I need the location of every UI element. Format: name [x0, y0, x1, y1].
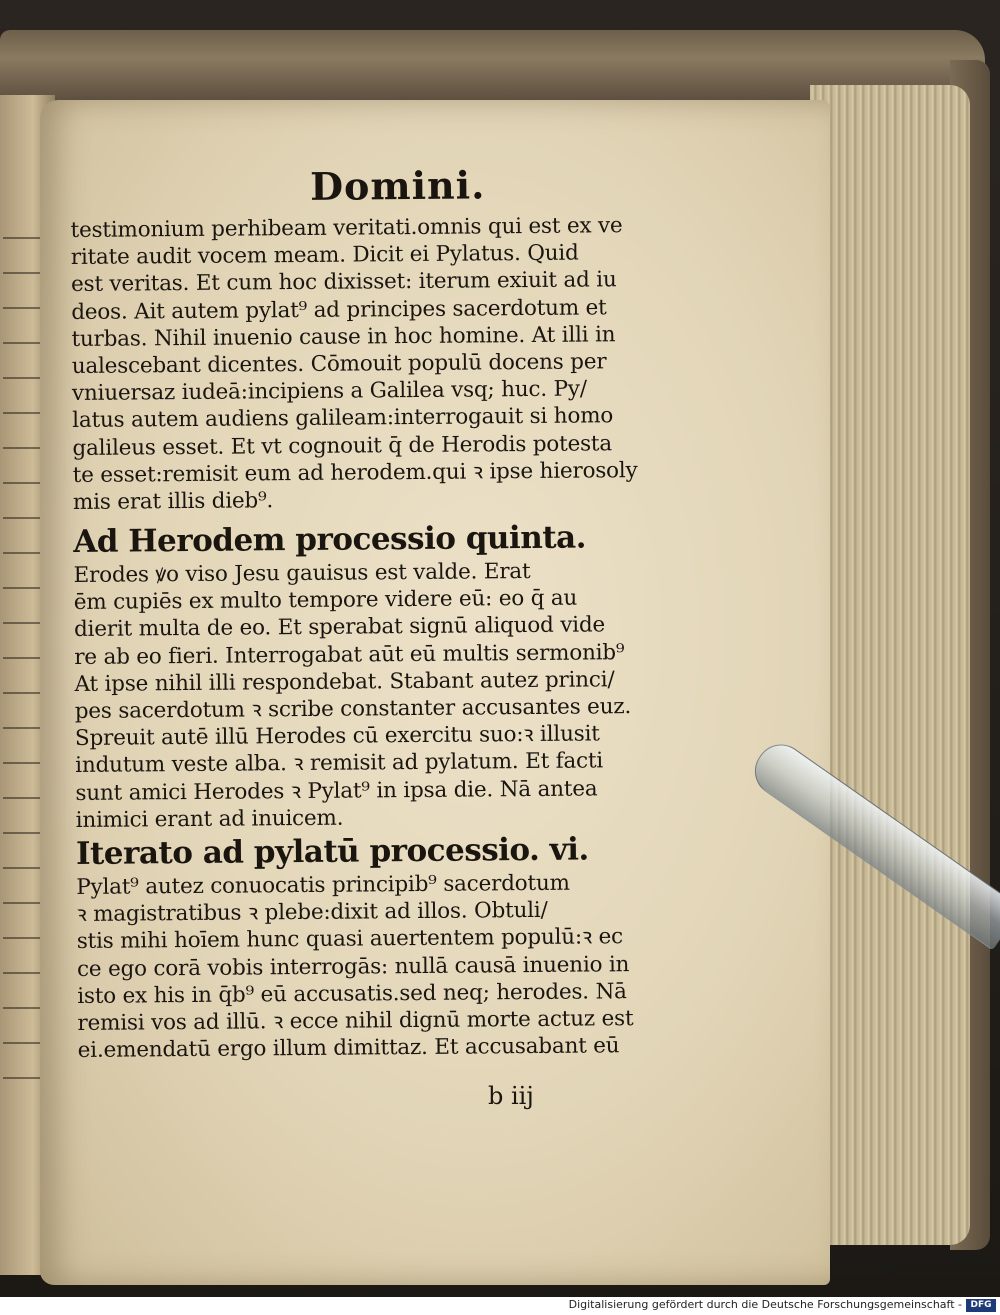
text-line: At ipse nihil illi respondebat. Stabant autez princi/ [74, 667, 615, 697]
text-line: turbas. Nihil inuenio cause in hoc homine. At illi in [71, 321, 616, 352]
text-line: ꝛ magistratibus ꝛ plebe:dixit ad illos. Obtuli/ [76, 897, 548, 928]
signature-mark: b iij [488, 1082, 534, 1110]
text-line: Spreuit autē illū Herodes cū exercitu suo:ꝛ illusit [74, 721, 600, 752]
text-line: remisi vos ad illū. ꝛ ecce nihil dignū morte actuz est [77, 1005, 634, 1036]
text-line: mis erat illis dieb⁹. [72, 488, 274, 515]
text-line: isto ex his in q̄b⁹ eū accusatis.sed neq; herodes. Nā [77, 978, 627, 1009]
text-line: ualescebant dicentes. Cōmouit populū docens per [71, 349, 607, 379]
text-line: pes sacerdotum ꝛ scribe constanter accusantes euz. [74, 694, 632, 724]
text-line: galileus esset. Et vt cognouit q̄ de Herodis potesta [72, 430, 613, 461]
running-head: Domini. [309, 162, 486, 209]
text-line: te esset:remisit eum ad herodem.qui ꝛ ipse hierosoly [72, 457, 638, 488]
page-fore-edge [810, 85, 970, 1245]
text-line: latus autem audiens galileam:interrogauit si homo [72, 403, 614, 434]
section-heading: Iterato ad pylatū processio. vi. [75, 831, 589, 872]
footer-bar [0, 1297, 1000, 1315]
text-line: est veritas. Et cum hoc dixisset: iterum exiuit ad iu [70, 267, 617, 298]
text-line: ce ego corā vobis interrogās: nullā causā inuenio in [76, 951, 630, 982]
dfg-logo-icon: DFG [966, 1299, 996, 1312]
text-line: Erodes ꝟo viso Jesu gauisus est valde. Erat [73, 559, 531, 589]
text-line: re ab eo fieri. Interrogabat aūt eū multis sermonib⁹ [74, 639, 625, 670]
text-line: ei.emendatū ergo illum dimittaz. Et accusabant eū [77, 1033, 620, 1064]
page-text-block [70, 160, 653, 1064]
text-line: Pylat⁹ autez conuocatis principib⁹ sacerdotum [76, 870, 570, 900]
text-line: inimici erant ad inuicem. [75, 805, 344, 833]
text-line: deos. Ait autem pylat⁹ ad principes sacerdotum et [71, 294, 607, 325]
text-line: vniuersaz iudeā:incipiens a Galilea vsq; huc. Py/ [71, 376, 587, 407]
text-line: testimonium perhibeam veritati.omnis qui est ex ve [70, 213, 623, 243]
text-line: ēm cupiēs ex multo tempore videre eū: eo q̄ au [73, 585, 578, 616]
footer-credit: Digitalisierung gefördert durch die Deutsche Forschungsgemeinschaft - [568, 1298, 962, 1311]
text-line: stis mihi hoīem hunc quasi auertentem populū:ꝛ ec [76, 924, 624, 955]
text-line: ritate audit vocem meam. Dicit ei Pylatus. Quid [70, 240, 579, 271]
section-heading: Ad Herodem processio quinta. [73, 519, 587, 561]
text-line: indutum veste alba. ꝛ remisit ad pylatum. Et facti [75, 748, 604, 779]
text-line: sunt amici Herodes ꝛ Pylat⁹ in ipsa die. Nā antea [75, 775, 598, 806]
text-line: dierit multa de eo. Et sperabat signū aliquod vide [73, 612, 606, 643]
